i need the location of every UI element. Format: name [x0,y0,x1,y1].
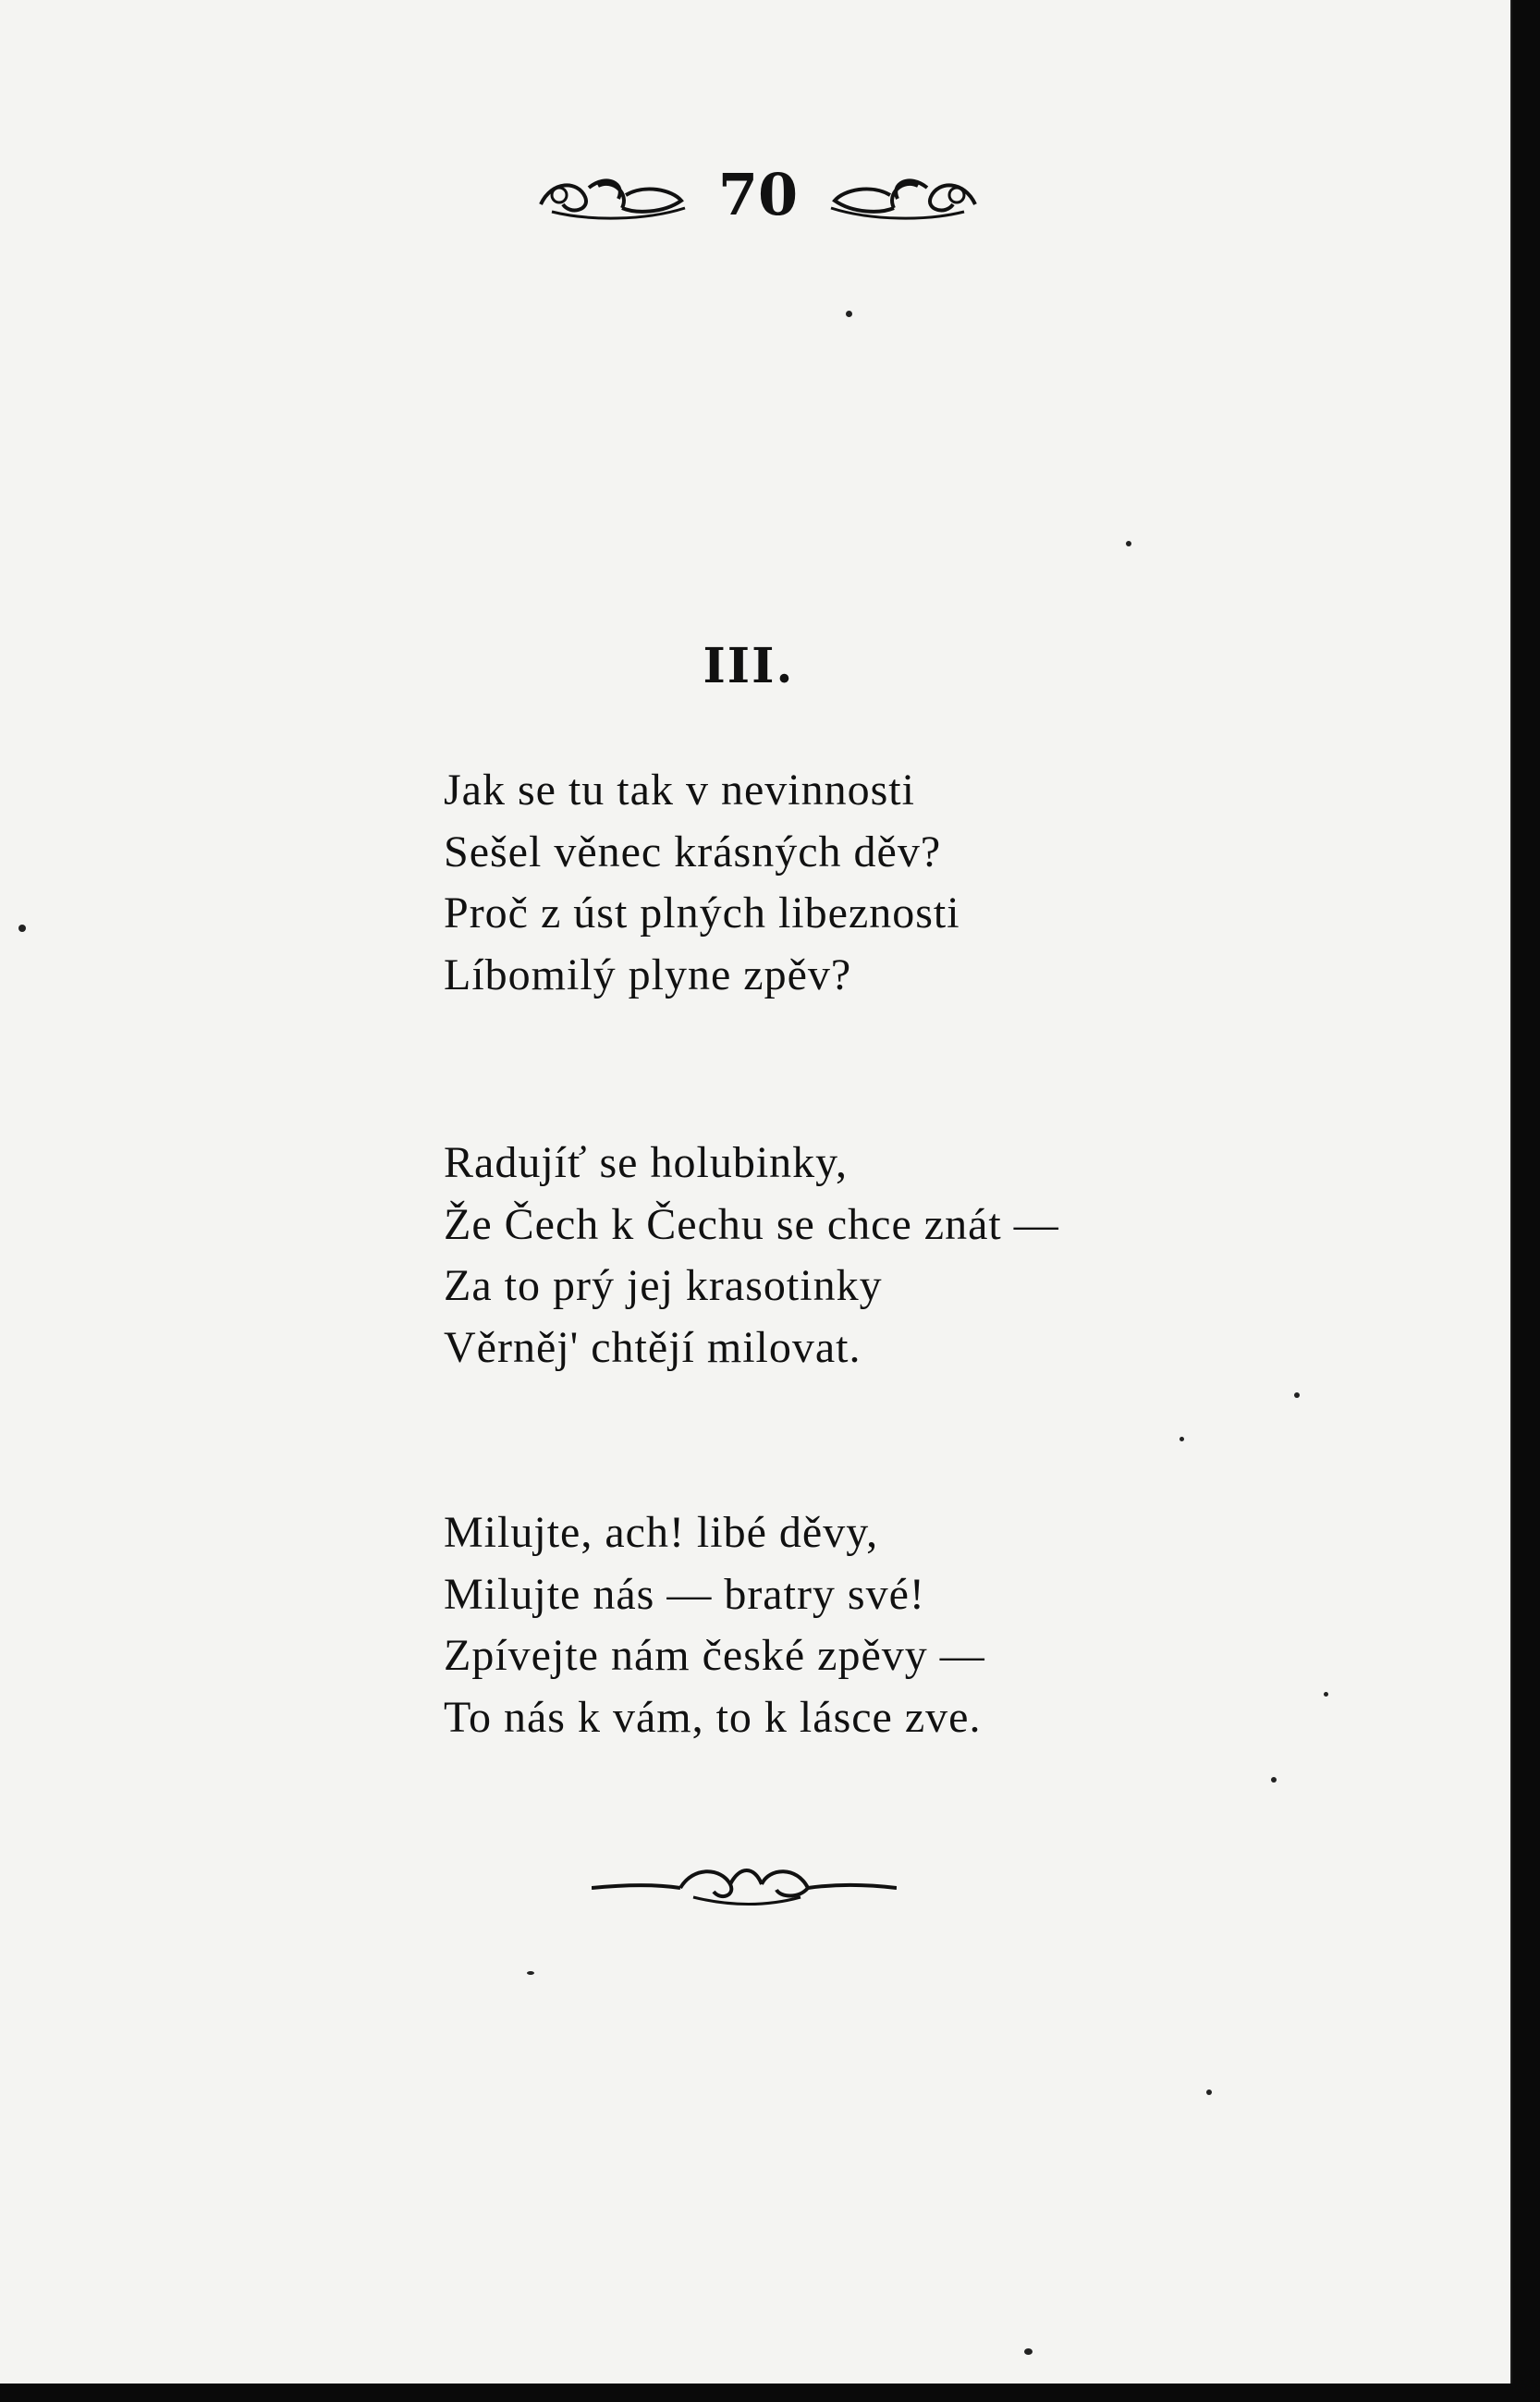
verse-line: Jak se tu tak v nevinnosti [444,766,915,815]
page-number: 70 [717,161,799,228]
scan-edge-bottom [0,2384,1540,2402]
scan-speck [1324,1692,1328,1697]
verse-line: Sešel věnec krásných děv? [444,827,942,876]
floral-ornament-right-icon [825,167,983,223]
stanza-3 [444,1502,1276,1748]
verse-line: Milujte, ach! libé děvy, [444,1508,879,1557]
scan-speck [1126,541,1131,546]
scan-speck [527,1971,534,1975]
scan-edge-right [1512,0,1540,2402]
scan-speck [846,311,852,317]
verse-line: Proč z úst plných libeznosti [444,888,960,938]
verse-line: Za to prý jej krasotinky [444,1261,883,1310]
verse-line: Věrněj' chtějí milovat. [444,1322,862,1372]
verse-line: Radujíť se holubinky, [444,1138,849,1187]
scan-speck [1024,2348,1033,2355]
page-header [0,161,1516,228]
scan-speck [1179,1437,1184,1441]
scan-speck [18,925,26,932]
scan-speck [1206,2089,1212,2095]
stanza-2 [444,1133,1276,1379]
verse-line: Milujte nás — bratry své! [444,1569,925,1619]
section-number: III. [703,638,795,694]
scan-speck [1294,1392,1300,1398]
verse-line: Zpívejte nám české zpěvy — [444,1631,985,1680]
floral-ornament-left-icon [533,167,691,223]
verse-line: To nás k vám, to k lásce zve. [444,1692,982,1742]
scroll-tailpiece-icon [592,1857,897,1917]
scan-speck [1271,1777,1277,1783]
verse-line: Že Čech k Čechu se chce znát — [444,1199,1059,1249]
stanza-1 [444,760,1276,1006]
verse-line: Líbomilý plyne zpěv? [444,950,852,999]
